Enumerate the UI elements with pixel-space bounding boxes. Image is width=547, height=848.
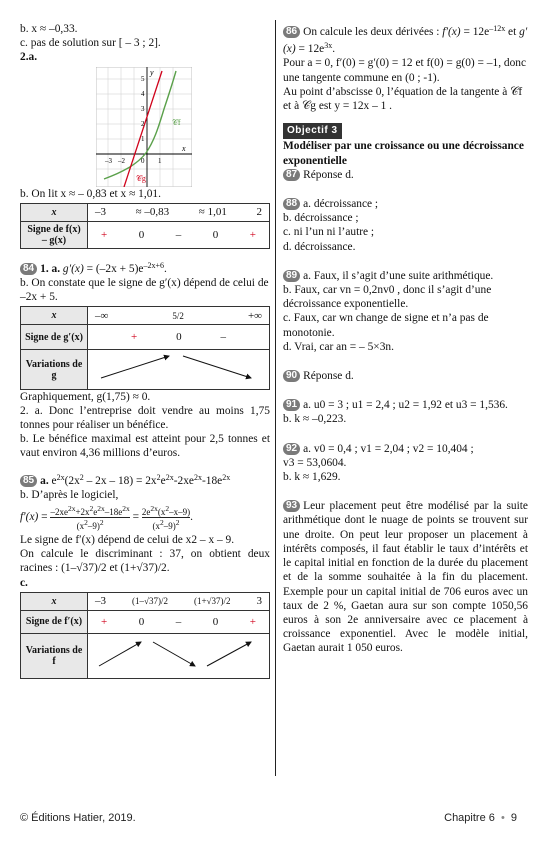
answer-line: c. ni l’un ni l’autre ; (283, 226, 375, 239)
answer-line: c. Faux, car wn change de signe et n’a pas de monotonie. (283, 312, 489, 339)
answer-line: c. pas de solution sur [ – 3 ; 2]. (20, 37, 161, 50)
label-cg: 𝒞g (136, 173, 146, 183)
answer-line: v3 = 53,0604. (283, 456, 347, 469)
exercise-number: 87 (283, 169, 300, 181)
answer-line: 91 a. u0 = 3 ; u1 = 2,4 ; u2 = 1,92 et u3 = 1,536. (283, 398, 528, 412)
tick-x1: 1 (158, 156, 162, 165)
variation-table-g (20, 306, 270, 389)
exercise-number: 90 (283, 370, 300, 382)
formula: f′(x) = $\frac{-2xe^{2x}+2x^2e^{2x}-18e^{2x}}{(x^2-9)^2}$ = $\frac{2e^{2x}(x^2-x-9)}{(x^2-9)^2}$ . (20, 504, 193, 532)
header-variation: Variations de f (21, 633, 88, 678)
footer-chapter (444, 812, 517, 824)
answer-line: c. (20, 576, 28, 589)
tick-x-3: –3 (105, 156, 112, 165)
objective-title: Modéliser par une croissance ou une décroissance exponentielle (283, 140, 524, 167)
answer-line: b. On lit x ≈ – 0,83 et x ≈ 1,01. (20, 187, 161, 200)
right-column (283, 22, 528, 656)
answer-line: b. k ≈ 1,629. (283, 471, 341, 484)
answer-line: b. D’après le logiciel, (20, 488, 119, 501)
answer-line: Au point d’abscisse 0, l’équation de la tangente à 𝒞f et à 𝒞g est y = 12x – 1 . (283, 85, 523, 113)
tick-y1: 1 (141, 134, 145, 143)
answer-line: 88 a. décroissance ; (283, 197, 528, 211)
answer-line: b. Faux, car vn = 0,2nv0 , donc il s’agit d’une décroissance exponentielle. (283, 284, 492, 311)
y-label: y (150, 67, 154, 77)
answer-line: b. On constate que le signe de g′(x) dépend de celui de –2x + 5. (20, 277, 269, 304)
answer-line: b. k ≈ –0,223. (283, 413, 347, 426)
x-values: –∞ 5/2 +∞ (88, 307, 270, 325)
x-values: –3 ≈ –0,83 ≈ 1,01 2 (88, 203, 270, 221)
answer-line: b. x ≈ –0,33. (20, 23, 78, 35)
variation-arrows (88, 350, 270, 389)
exercise-number: 93 (283, 500, 300, 512)
tick-y4: 4 (141, 89, 145, 98)
function-graph (96, 67, 192, 187)
sign-values: + 0 – (88, 325, 270, 350)
page-number: 9 (510, 812, 517, 824)
footer-copyright: © Éditions Hatier, 2019. (20, 812, 136, 824)
answer-line: 84 1. a. $g'(x) = (-2x + 5)e^{-2x+6}$. (20, 259, 270, 276)
answer-line: Le signe de f′(x) dépend de celui de x2 – x – 9. (20, 534, 235, 547)
column-divider (275, 20, 276, 776)
label-cf: 𝒞f (172, 117, 181, 127)
answer-line: d. décroissance. (283, 240, 356, 253)
objective-label: Objectif 3 (283, 123, 528, 139)
answer-line: On calcule le discriminant : 37, on obtient deux racines : (1–√37)/2 et (1+√37)/2. (20, 548, 270, 575)
answer-line: 87 Réponse d. (283, 168, 528, 182)
exercise-number: 84 (20, 263, 37, 275)
separator-dot: • (500, 812, 505, 824)
answer-line: 85 a. $e^{2x}(2x^2 - 2x - 18) = 2x^2e^{2x}-2xe^{2x}-18e^{2x}$ (20, 471, 270, 488)
answer-line: d. Vrai, car an = – 5×3n. (283, 340, 394, 353)
answer-line: Pour a = 0, f′(0) = g′(0) = 12 et f(0) = g(0) = –1, donc une tangente commune en (0 ; -1). (283, 57, 527, 84)
answer-line: 86 On calcule les deux dérivées : $f'(x) = 12e^{-12x}$ et $g'(x) = 12e^{3x}$. (283, 24, 528, 56)
header-x: x (21, 203, 88, 221)
tick-y2: 2 (141, 119, 145, 128)
sign-values: + 0 – 0 + (88, 610, 270, 633)
header-sign: Signe de g′(x) (21, 325, 88, 350)
tick-x-2: –2 (118, 156, 125, 165)
exercise-number: 92 (283, 443, 300, 455)
header-sign: Signe de f′(x) (21, 610, 88, 633)
answer-line: 2.a. (20, 51, 38, 64)
header-variation: Variations de g (21, 350, 88, 389)
tick-y3: 3 (141, 104, 145, 113)
tick-y5: 5 (141, 74, 145, 83)
exercise-number: 85 (20, 475, 37, 487)
tick-origin: 0 (141, 156, 145, 165)
chapter-label: Chapitre 6 (444, 812, 495, 824)
header-sign: Signe de f(x) – g(x) (21, 221, 88, 248)
graph-svg (96, 67, 192, 187)
answer-line: 90 Réponse d. (283, 369, 528, 383)
header-x: x (21, 592, 88, 610)
variation-table-f (20, 592, 270, 679)
x-values: –3 (1–√37)/2 (1+√37)/2 3 (88, 592, 270, 610)
x-label: x (182, 143, 186, 153)
exercise-number: 89 (283, 270, 300, 282)
answer-line: b. Le bénéfice maximal est atteint pour 2,5 tonnes et vaut environ 4,36 millions d’euros. (20, 433, 270, 460)
answer-line: Graphiquement, g(1,75) ≈ 0. (20, 390, 151, 403)
sign-values: + 0 – 0 + (88, 221, 270, 248)
answer-line: 92 a. v0 = 0,4 ; v1 = 2,04 ; v2 = 10,404 ; (283, 442, 528, 456)
variation-arrows (88, 633, 270, 678)
answer-line: b. décroissance ; (283, 212, 359, 225)
exercise-number: 86 (283, 26, 300, 38)
left-column (20, 22, 270, 679)
answer-paragraph: 93 Leur placement peut être modélisé par la suite arithmétique dont le nuage de points se trouvent sur une droite. On peut leur proposer un placement à intérêts composés, il faut établir le taux d’intérêts et le capital initial en fonction de la durée du placement et de la somme souhaitée à la fin du placement. Exemple pour un capital initial de 706 euros avec un taux de 2 %, Gaetan aura sur son compte 1050,56 euros à son 2e anniversaire avec ce placement à croissance exponentiel. Avec le modèle initial, Gaetan aurait 1 050 euros. (283, 500, 528, 655)
header-x: x (21, 307, 88, 325)
exercise-number: 88 (283, 198, 300, 210)
sign-table-1 (20, 203, 270, 249)
exercise-number: 91 (283, 399, 300, 411)
answer-line: 2. a. Donc l’entreprise doit vendre au moins 1,75 tonnes pour réaliser un bénéfice. (20, 404, 270, 432)
answer-line: 89 a. Faux, il s’agit d’une suite arithmétique. (283, 269, 528, 283)
